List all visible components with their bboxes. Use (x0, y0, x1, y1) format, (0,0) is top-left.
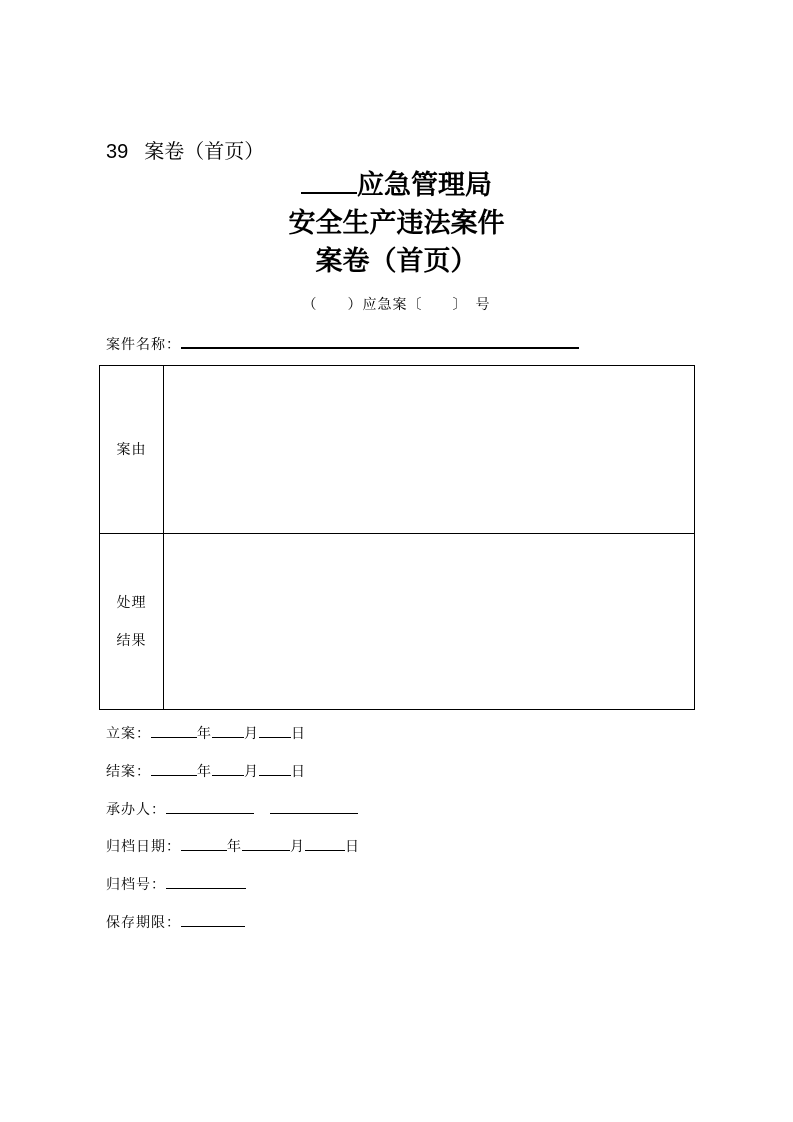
closing-label: 结案： (106, 764, 151, 780)
retention-label: 保存期限： (106, 915, 181, 931)
retention-row (106, 911, 245, 933)
case-name-blank[interactable] (181, 332, 579, 349)
case-name-row (106, 332, 579, 355)
filing-date-row (106, 722, 306, 744)
handler-row (106, 798, 358, 820)
title-line-3: 案卷（首页） (315, 246, 478, 277)
title-agency: 应急管理局 (357, 170, 492, 201)
table-row (100, 534, 695, 710)
table-row (100, 366, 695, 534)
closing-month-blank[interactable] (212, 760, 244, 776)
day-label: 日 (291, 726, 306, 742)
result-label-line1: 处理 (116, 594, 147, 611)
agency-blank[interactable] (301, 168, 357, 194)
filing-month-blank[interactable] (212, 722, 244, 738)
filing-label: 立案： (106, 726, 151, 742)
retention-blank[interactable] (181, 911, 245, 927)
cause-content-cell[interactable] (164, 366, 695, 534)
archive-no-label: 归档号： (106, 877, 166, 893)
filing-day-blank[interactable] (259, 722, 291, 738)
month-label: 月 (290, 839, 305, 855)
year-label: 年 (197, 726, 212, 742)
day-label: 日 (291, 764, 306, 780)
result-content-cell[interactable] (164, 534, 695, 710)
handler-2-blank[interactable] (270, 798, 358, 814)
title-line-2: 安全生产违法案件 (288, 208, 505, 239)
case-name-label: 案件名称： (106, 337, 181, 353)
cause-label-cell (100, 366, 164, 534)
result-label-cell (100, 534, 164, 710)
section-number: 39 (106, 141, 129, 163)
filing-year-blank[interactable] (151, 722, 197, 738)
archive-no-row (106, 873, 246, 895)
section-heading (106, 138, 264, 165)
cause-label: 案由 (116, 441, 147, 458)
year-label: 年 (227, 839, 242, 855)
archive-date-row (106, 835, 360, 857)
case-table (99, 365, 695, 710)
title-line-1 (0, 168, 793, 204)
archive-day-blank[interactable] (305, 835, 345, 851)
document-number: （ ）应急案〔 〕 号 (302, 297, 491, 313)
closing-year-blank[interactable] (151, 760, 197, 776)
closing-day-blank[interactable] (259, 760, 291, 776)
day-label: 日 (345, 839, 360, 855)
closing-date-row (106, 760, 306, 782)
archive-year-blank[interactable] (181, 835, 227, 851)
section-title: 案卷（首页） (144, 139, 265, 163)
month-label: 月 (244, 726, 259, 742)
handler-1-blank[interactable] (166, 798, 254, 814)
month-label: 月 (244, 764, 259, 780)
handler-label: 承办人： (106, 802, 166, 818)
year-label: 年 (197, 764, 212, 780)
archive-no-blank[interactable] (166, 873, 246, 889)
archive-month-blank[interactable] (242, 835, 290, 851)
result-label-line2: 结果 (116, 632, 147, 649)
archive-date-label: 归档日期： (106, 839, 181, 855)
